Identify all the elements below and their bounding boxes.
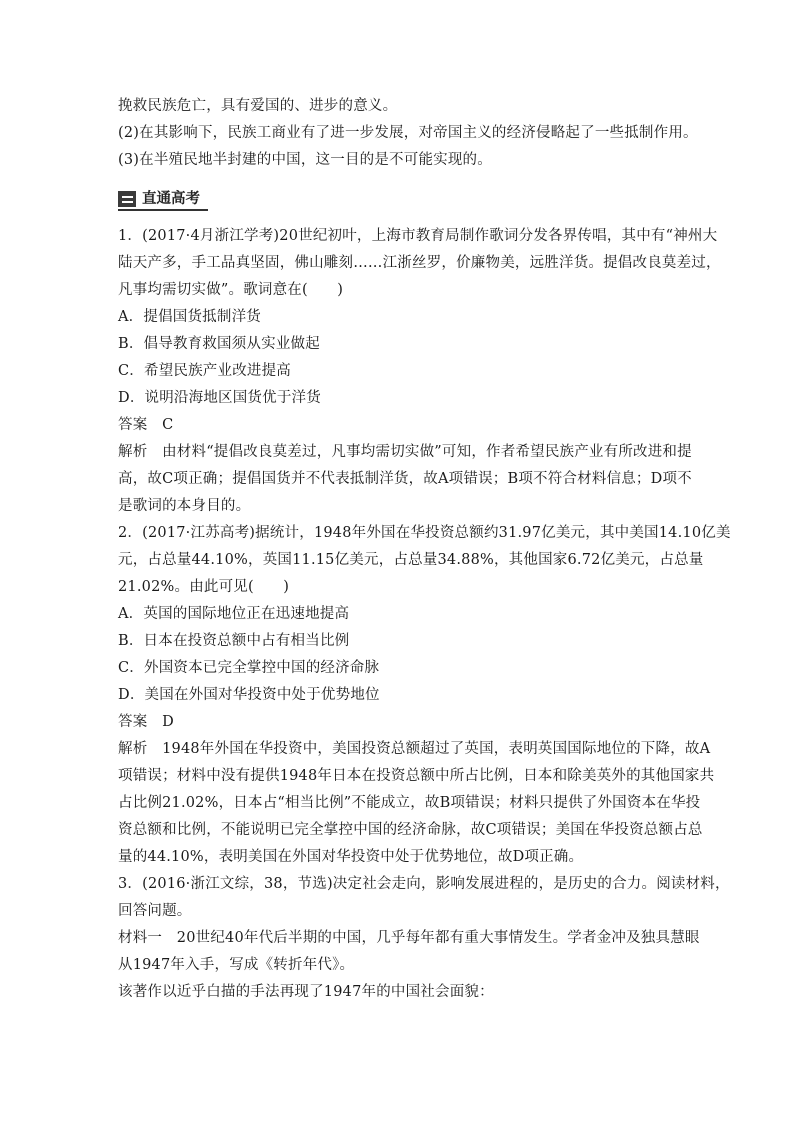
q1-option-b: B．倡导教育救国须从实业做起 [118, 336, 320, 352]
q2-stem-line: 21.02%。由此可见( ) [118, 579, 290, 595]
q3-material-line: 该著作以近乎白描的手法再现了1947年的中国社会面貌： [118, 984, 494, 1000]
section-title: 直通高考 [142, 191, 200, 207]
q1-option-c: C．希望民族产业改进提高 [118, 363, 291, 379]
intro-line: (2)在其影响下，民族工商业有了进一步发展，对帝国主义的经济侵略起了一些抵制作用。 [118, 125, 698, 141]
q1-stem-line: 陆天产多，手工品真坚固，佛山雕刻……江浙丝罗，价廉物美，远胜洋货。提倡改良莫差过， [118, 255, 721, 271]
q3-stem-line: 3．(2016·浙江文综，38，节选)决定社会走向，影响发展进程的，是历史的合力。阅读材料， [118, 876, 730, 892]
q3-material-line: 材料一 20世纪40年代后半期的中国，几乎每年都有重大事情发生。学者金冲及独具慧眼 [118, 930, 700, 946]
q2-analysis-line: 解析 1948年外国在华投资中，美国投资总额超过了英国，表明英国国际地位的下降，故A [118, 741, 711, 757]
q2-option-c: C．外国资本已完全掌控中国的经济命脉 [118, 660, 380, 676]
q2-analysis-line: 量的44.10%，表明美国在外国对华投资中处于优势地位，故D项正确。 [118, 849, 584, 865]
q2-option-b: B．日本在投资总额中占有相当比例 [118, 633, 350, 649]
q2-stem-line: 2．(2017·江苏高考)据统计，1948年外国在华投资总额约31.97亿美元，其中美国14.10亿美 [118, 525, 731, 541]
q3-stem-line: 回答问题。 [118, 903, 192, 919]
q1-analysis-line: 是歌词的本身目的。 [118, 498, 251, 514]
section-underline [118, 209, 208, 211]
q1-stem-line: 凡事均需切实做”。歌词意在( ) [118, 282, 344, 298]
list-icon [118, 191, 136, 207]
q1-option-d: D．说明沿海地区国货优于洋货 [118, 390, 321, 406]
q2-stem-line: 元，占总量44.10%，英国11.15亿美元，占总量34.88%，其他国家6.72亿美元，占总量 [118, 552, 704, 568]
section-header [118, 188, 208, 210]
q2-option-a: A．英国的国际地位正在迅速地提高 [118, 606, 350, 622]
q1-answer: 答案 C [118, 417, 174, 433]
q1-option-a: A．提倡国货抵制洋货 [118, 309, 261, 325]
q3-material-line: 从1947年入手，写成《转折年代》。 [118, 957, 355, 973]
q2-analysis-line: 项错误；材料中没有提供1948年日本在投资总额中所占比例，日本和除美英外的其他国家共 [118, 768, 715, 784]
q2-option-d: D．美国在外国对华投资中处于优势地位 [118, 687, 380, 703]
intro-line: 挽救民族危亡，具有爱国的、进步的意义。 [118, 98, 398, 114]
q2-answer: 答案 D [118, 714, 174, 730]
q2-analysis-line: 占比例21.02%，日本占“相当比例”不能成立，故B项错误；材料只提供了外国资本在华投 [118, 795, 701, 811]
q1-analysis-line: 解析 由材料“提倡改良莫差过，凡事均需切实做”可知，作者希望民族产业有所改进和提 [118, 444, 692, 460]
intro-line: (3)在半殖民地半封建的中国，这一目的是不可能实现的。 [118, 152, 492, 168]
q1-stem-line: 1．(2017·4月浙江学考)20世纪初叶，上海市教育局制作歌词分发各界传唱，其中有“神州大 [118, 228, 718, 244]
q2-analysis-line: 资总额和比例，不能说明已完全掌控中国的经济命脉，故C项错误；美国在华投资总额占总 [118, 822, 703, 838]
q1-analysis-line: 高，故C项正确；提倡国货并不代表抵制洋货，故A项错误；B项不符合材料信息；D项不 [118, 471, 692, 487]
